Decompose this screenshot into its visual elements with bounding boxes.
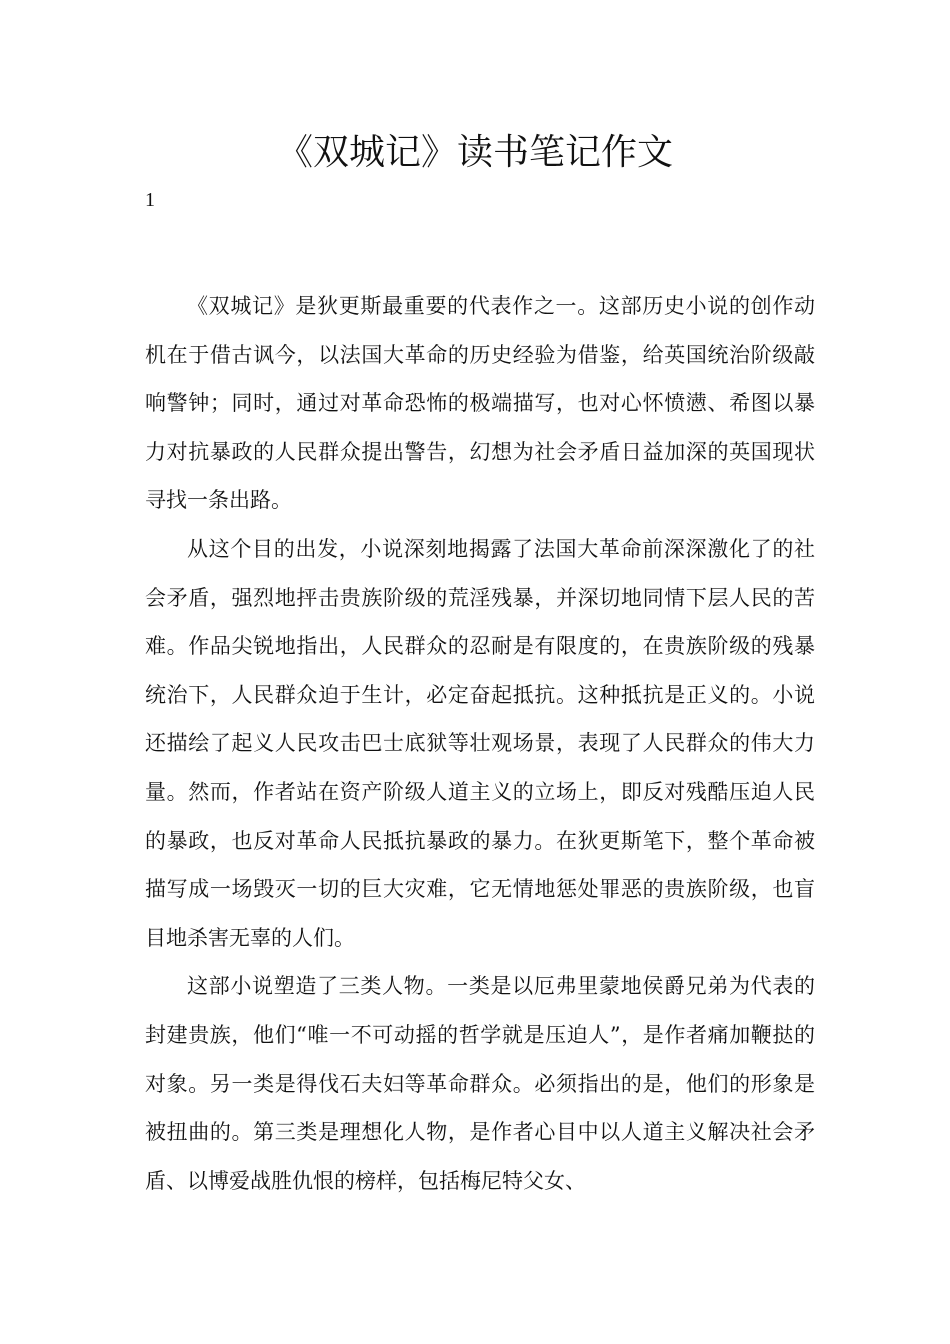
section-number: 1 <box>145 189 155 211</box>
body-paragraph: 从这个目的出发，小说深刻地揭露了法国大革命前深深激化了的社会矛盾，强烈地抨击贵族阶级的荒淫残暴，并深切地同情下层人民的苦难。作品尖锐地指出，人民群众的忍耐是有限度的，在贵族阶级的残暴统治下，人民群众迫于生计，必定奋起抵抗。这种抵抗是正义的。小说还描绘了起义人民攻击巴士底狱等壮观场景，表现了人民群众的伟大力量。然而，作者站在资产阶级人道主义的立场上，即反对残酷压迫人民的暴政，也反对革命人民抵抗暴政的暴力。在狄更斯笔下，整个革命被描写成一场毁灭一切的巨大灾难，它无情地惩处罪恶的贵族阶级，也盲目地杀害无辜的人们。 <box>145 536 815 950</box>
body-paragraph: 《双城记》是狄更斯最重要的代表作之一。这部历史小说的创作动机在于借古讽今，以法国大革命的历史经验为借鉴，给英国统治阶级敲响警钟；同时，通过对革命恐怖的极端描写，也对心怀愤懑、希图以暴力对抗暴政的人民群众提出警告，幻想为社会矛盾日益加深的英国现状寻找一条出路。 <box>145 294 815 513</box>
document-title: 《双城记》读书笔记作文 <box>276 132 673 173</box>
body-paragraph: 这部小说塑造了三类人物。一类是以厄弗里蒙地侯爵兄弟为代表的封建贵族，他们“唯一不可动摇的哲学就是压迫人”，是作者痛加鞭挞的对象。另一类是得伐石夫妇等革命群众。必须指出的是，他们的形象是被扭曲的。第三类是理想化人物，是作者心目中以人道主义解决社会矛盾、以博爱战胜仇恨的榜样，包括梅尼特父女、 <box>145 974 815 1193</box>
document-body <box>145 282 815 1205</box>
